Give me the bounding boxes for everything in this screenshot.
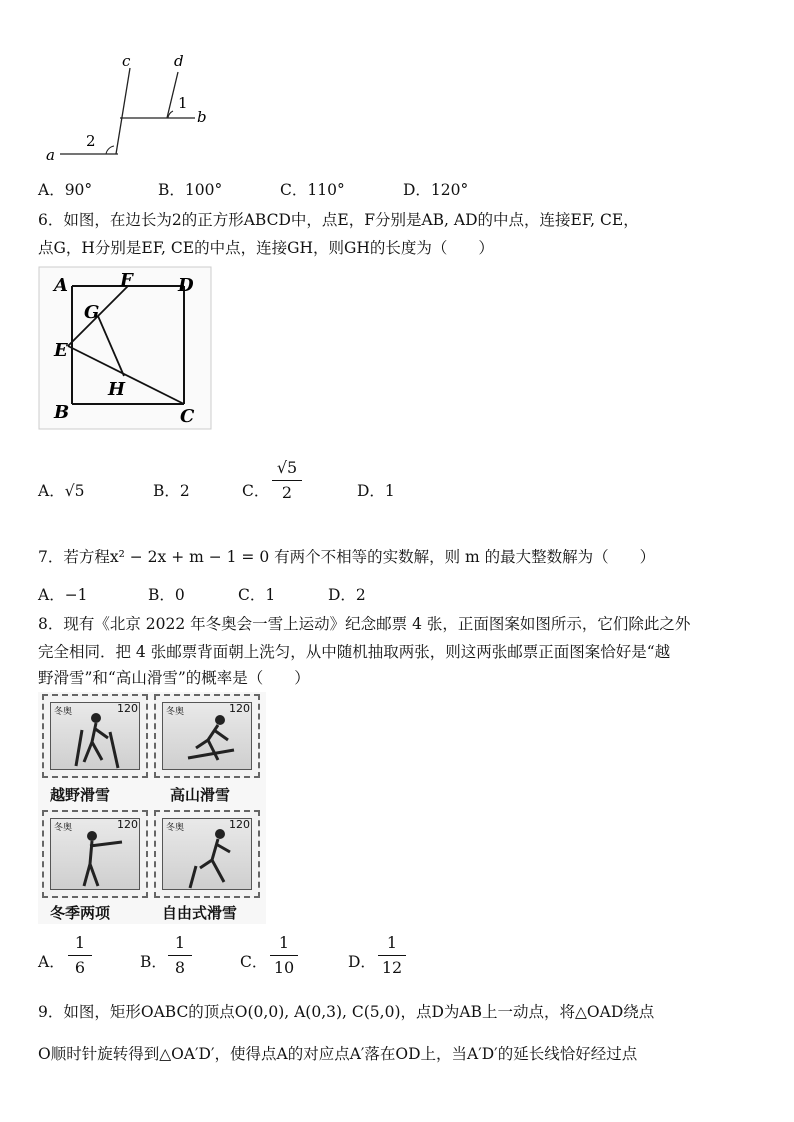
stamp-price: 120 — [117, 818, 138, 831]
q8-option-a-label[interactable]: A． — [38, 953, 65, 971]
q8-line-2: 完全相同．把 4 张邮票背面朝上洗匀，从中随机抽取两张，则这两张邮票正面图案恰好是“越 — [38, 643, 671, 661]
numerator: 1 — [386, 933, 398, 952]
q5-option-d[interactable]: D．120° — [403, 181, 469, 199]
q8-line-3: 野滑雪”和“高山滑雪”的概率是（ ） — [38, 669, 310, 687]
q9-line-1: 9．如图，矩形OABC的顶点O(0,0), A(0,3), C(5,0)，点D为AB上一动点，将△OAD绕点 — [38, 1003, 655, 1021]
vertex-b: B — [54, 402, 70, 423]
q6-line-2: 点G，H分别是EF, CE的中点，连接GH，则GH的长度为（ ） — [38, 239, 494, 257]
stamp-mark: 冬奥 — [54, 707, 73, 717]
skier-icon — [74, 710, 124, 770]
q6-option-c-fraction — [272, 459, 302, 502]
q8-line-1: 8．现有《北京 2022 年冬奥会一雪上运动》纪念邮票 4 张，正面图案如图所示，它们除此之外 — [38, 615, 691, 633]
denominator: 6 — [74, 958, 86, 977]
q5-option-c[interactable]: C．110° — [280, 181, 345, 199]
label-2: 2 — [86, 132, 96, 150]
denominator: 10 — [273, 958, 295, 977]
q8-option-b-fraction — [168, 934, 192, 977]
numerator: 1 — [74, 933, 86, 952]
stamps-figure — [38, 692, 266, 924]
q8-option-c-fraction — [270, 934, 298, 977]
q6-option-b[interactable]: B．2 — [153, 482, 190, 500]
denominator: 8 — [174, 958, 186, 977]
stamp-freestyle — [154, 810, 260, 898]
q8-option-c-label[interactable]: C． — [240, 953, 268, 971]
stamp-caption: 自由式滑雪 — [162, 904, 238, 922]
label-c: c — [122, 52, 131, 70]
q6-line-1: 6．如图，在边长为2的正方形ABCD中，点E，F分别是AB, AD的中点，连接EF, CE， — [38, 211, 639, 229]
q6-option-a[interactable]: A．√5 — [38, 482, 85, 500]
label-a: a — [46, 146, 55, 164]
q8-option-a-fraction — [68, 934, 92, 977]
q6-option-c-denominator: 2 — [281, 483, 293, 502]
stamp-price: 120 — [229, 702, 250, 715]
stamp-caption: 高山滑雪 — [170, 786, 231, 804]
q9-line-2: O顺时针旋转得到△OA′D′，使得点A的对应点A′落在OD上，当A′D′的延长线恰好经过点 — [38, 1045, 638, 1063]
stamp-price: 120 — [117, 702, 138, 715]
stamp-cross-country — [42, 694, 148, 778]
denominator: 12 — [381, 958, 403, 977]
q6-option-d[interactable]: D．1 — [357, 482, 395, 500]
vertex-g: G — [84, 302, 100, 323]
q7-option-c[interactable]: C．1 — [238, 586, 276, 604]
stamp-biathlon — [42, 810, 148, 898]
vertex-e: E — [54, 340, 68, 361]
shooter-icon — [70, 826, 130, 890]
label-b: b — [197, 108, 207, 126]
vertex-a: A — [54, 275, 68, 296]
q6-option-c-label[interactable]: C． — [242, 482, 270, 500]
vertex-h: H — [108, 379, 126, 400]
numerator: 1 — [174, 933, 186, 952]
vertex-d: D — [178, 275, 194, 296]
q5-option-b[interactable]: B．100° — [158, 181, 223, 199]
stamp-caption: 越野滑雪 — [50, 786, 111, 804]
q8-option-d-fraction — [378, 934, 406, 977]
angle-figure — [40, 48, 220, 170]
q8-option-b-label[interactable]: B． — [140, 953, 167, 971]
numerator: 1 — [278, 933, 290, 952]
label-d: d — [174, 52, 184, 70]
square-figure — [38, 266, 213, 431]
q5-option-a[interactable]: A．90° — [38, 181, 93, 199]
vertex-f: F — [120, 270, 133, 291]
vertex-c: C — [180, 406, 195, 427]
q7-option-b[interactable]: B．0 — [148, 586, 185, 604]
stamp-caption: 冬季两项 — [50, 904, 111, 922]
jumper-icon — [182, 826, 242, 890]
stamp-mark: 冬奥 — [166, 823, 185, 833]
q7-line: 7．若方程x² − 2x + m − 1 = 0 有两个不相等的实数解，则 m 的最大整数解为（ ） — [38, 548, 656, 566]
q7-option-a[interactable]: A．−1 — [38, 586, 88, 604]
skier-icon — [184, 710, 239, 770]
stamp-alpine — [154, 694, 260, 778]
stamp-mark: 冬奥 — [166, 707, 185, 717]
q8-option-d-label[interactable]: D． — [348, 953, 376, 971]
stamp-mark: 冬奥 — [54, 823, 73, 833]
q6-option-c-numerator: √5 — [276, 458, 298, 477]
label-1: 1 — [178, 94, 188, 112]
stamp-price: 120 — [229, 818, 250, 831]
q7-option-d[interactable]: D．2 — [328, 586, 366, 604]
